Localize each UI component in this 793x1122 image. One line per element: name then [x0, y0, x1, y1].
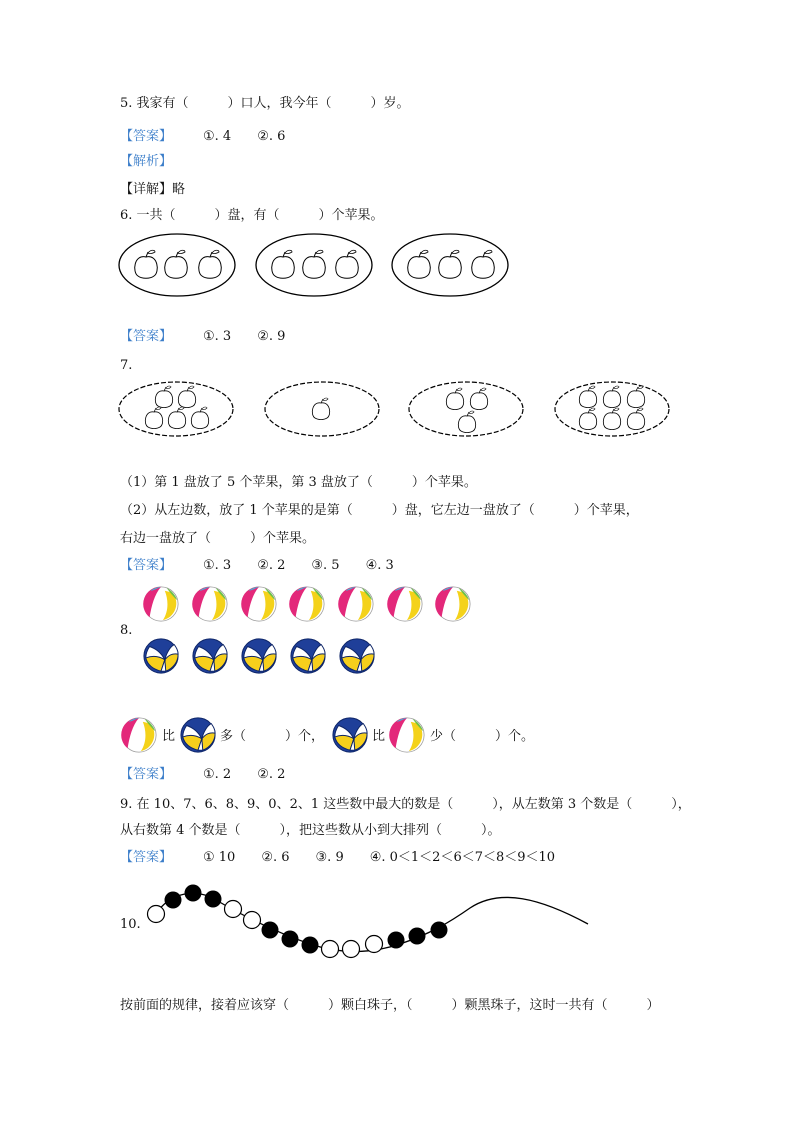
volleyball-icon: [179, 716, 217, 754]
volleyball-icon: [289, 637, 327, 675]
q7-part1: （1）第 1 盘放了 5 个苹果，第 3 盘放了（ ）个苹果。: [120, 475, 477, 490]
beach-ball-icon: [388, 716, 426, 754]
q7-part2-line1: （2）从左边数，放了 1 个苹果的是第（ ）盘，它左边一盘放了（ ）个苹果，: [120, 503, 639, 518]
beach-ball-icon: [240, 585, 278, 623]
q7-number: 7.: [120, 358, 133, 373]
beach-ball-icon: [337, 585, 375, 623]
beach-ball-icon: [434, 585, 472, 623]
q8-answer-label: 【答案】: [120, 767, 173, 782]
q8-answer: ①. 2 ②. 2: [203, 767, 286, 782]
bead-string-illustration: [140, 878, 590, 968]
q5-text: 5. 我家有（ ）口人，我今年（ ）岁。: [120, 96, 410, 111]
beach-ball-icon: [288, 585, 326, 623]
volleyball-icon: [240, 637, 278, 675]
volleyball-icon: [191, 637, 229, 675]
q5-answer-label: 【答案】: [120, 129, 173, 144]
q5-detail: 【详解】略: [120, 182, 186, 197]
q6-answer: ①. 3 ②. 9: [203, 329, 286, 344]
q8-bi-1: 比: [162, 729, 176, 744]
q5-analysis-label: 【解析】: [120, 154, 173, 169]
volleyball-icon: [331, 716, 369, 754]
volleyball-icon: [338, 637, 376, 675]
q8-more-text: 多（ ）个，: [220, 729, 325, 744]
q6-plates-illustration: [118, 232, 518, 298]
q7-answer-label: 【答案】: [120, 558, 173, 573]
beach-ball-icon: [191, 585, 229, 623]
q10-number: 10.: [120, 917, 141, 932]
q7-plates-illustration: [118, 380, 674, 440]
q9-answer-label: 【答案】: [120, 850, 173, 865]
q9-answer: ① 10 ②. 6 ③. 9 ④. 0＜1＜2＜6＜7＜8＜9＜10: [203, 850, 556, 865]
q7-answer: ①. 3 ②. 2 ③. 5 ④. 3: [203, 558, 394, 573]
q9-line1: 9. 在 10、7、6、8、9、0、2、1 这些数中最大的数是（ ），从左数第 3 个数是（ ），: [120, 797, 691, 812]
q10-text: 按前面的规律，接着应该穿（ ）颗白珠子，（ ）颗黑珠子，这时一共有（ ）: [120, 998, 660, 1013]
q8-number: 8.: [120, 623, 133, 638]
q6-text: 6. 一共（ ）盘，有（ ）个苹果。: [120, 208, 384, 223]
beach-ball-icon: [386, 585, 424, 623]
q6-answer-label: 【答案】: [120, 329, 173, 344]
beach-ball-icon: [142, 585, 180, 623]
q8-less-text: 少（ ）个。: [430, 729, 535, 744]
q8-bi-2: 比: [372, 729, 386, 744]
q5-answer: ①. 4 ②. 6: [203, 129, 286, 144]
q7-part2-line2: 右边一盘放了（ ）个苹果。: [120, 531, 316, 546]
q9-line2: 从右数第 4 个数是（ ），把这些数从小到大排列（ ）。: [120, 823, 501, 838]
volleyball-icon: [142, 637, 180, 675]
beach-ball-icon: [120, 716, 158, 754]
